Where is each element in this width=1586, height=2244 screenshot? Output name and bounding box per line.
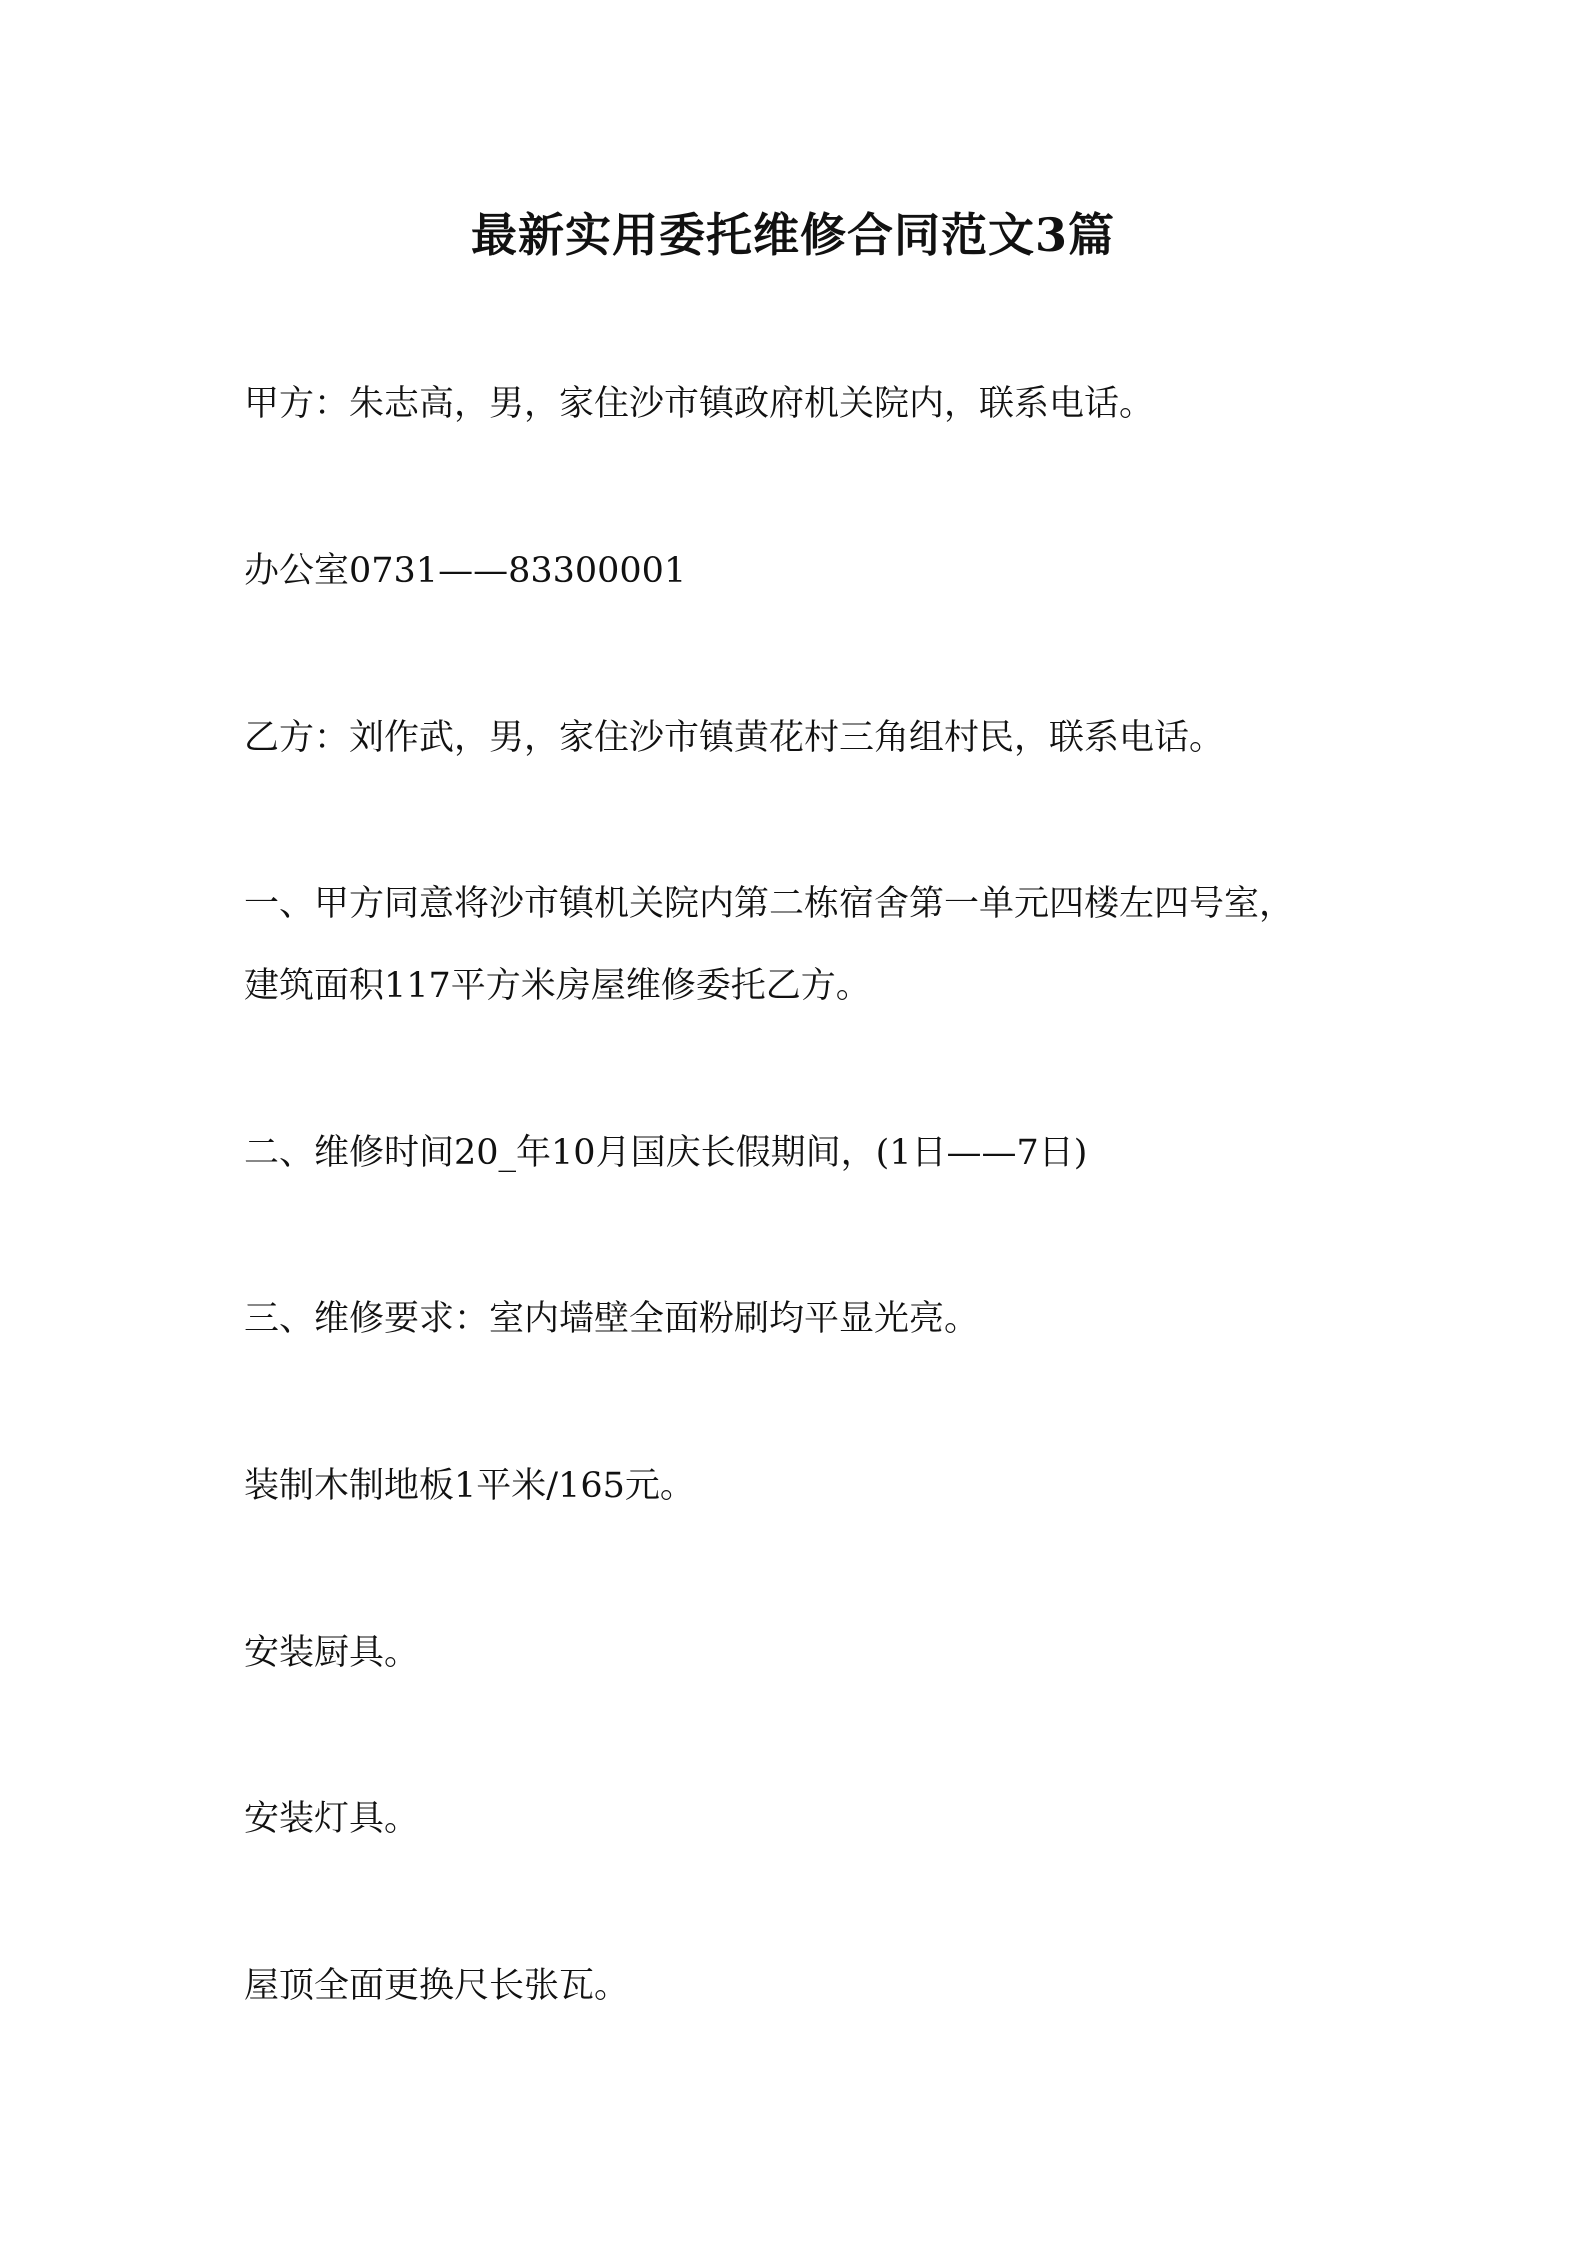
party-a-paragraph: 甲方：朱志高，男，家住沙市镇政府机关院内，联系电话。 (244, 384, 1155, 424)
kitchenware-paragraph: 安装厨具。 (244, 1633, 420, 1673)
clause-1-line-2: 建筑面积117平方米房屋维修委托乙方。 (244, 966, 871, 1006)
clause-1-line-1: 一、甲方同意将沙市镇机关院内第二栋宿舍第一单元四楼左四号室， (244, 884, 1295, 924)
roof-paragraph: 屋顶全面更换尺长张瓦。 (244, 1966, 630, 2006)
office-phone-paragraph: 办公室0731——83300001 (244, 551, 687, 591)
flooring-paragraph: 装制木制地板1平米/165元。 (244, 1466, 695, 1506)
clause-2-paragraph: 二、维修时间20_年10月国庆长假期间，(1日——7日) (244, 1133, 1088, 1173)
clause-3-paragraph: 三、维修要求：室内墙壁全面粉刷均平显光亮。 (244, 1299, 980, 1339)
document-title: 最新实用委托维修合同范文3篇 (470, 208, 1115, 262)
party-b-paragraph: 乙方：刘作武，男，家住沙市镇黄花村三角组村民，联系电话。 (244, 718, 1225, 758)
lighting-paragraph: 安装灯具。 (244, 1799, 420, 1839)
